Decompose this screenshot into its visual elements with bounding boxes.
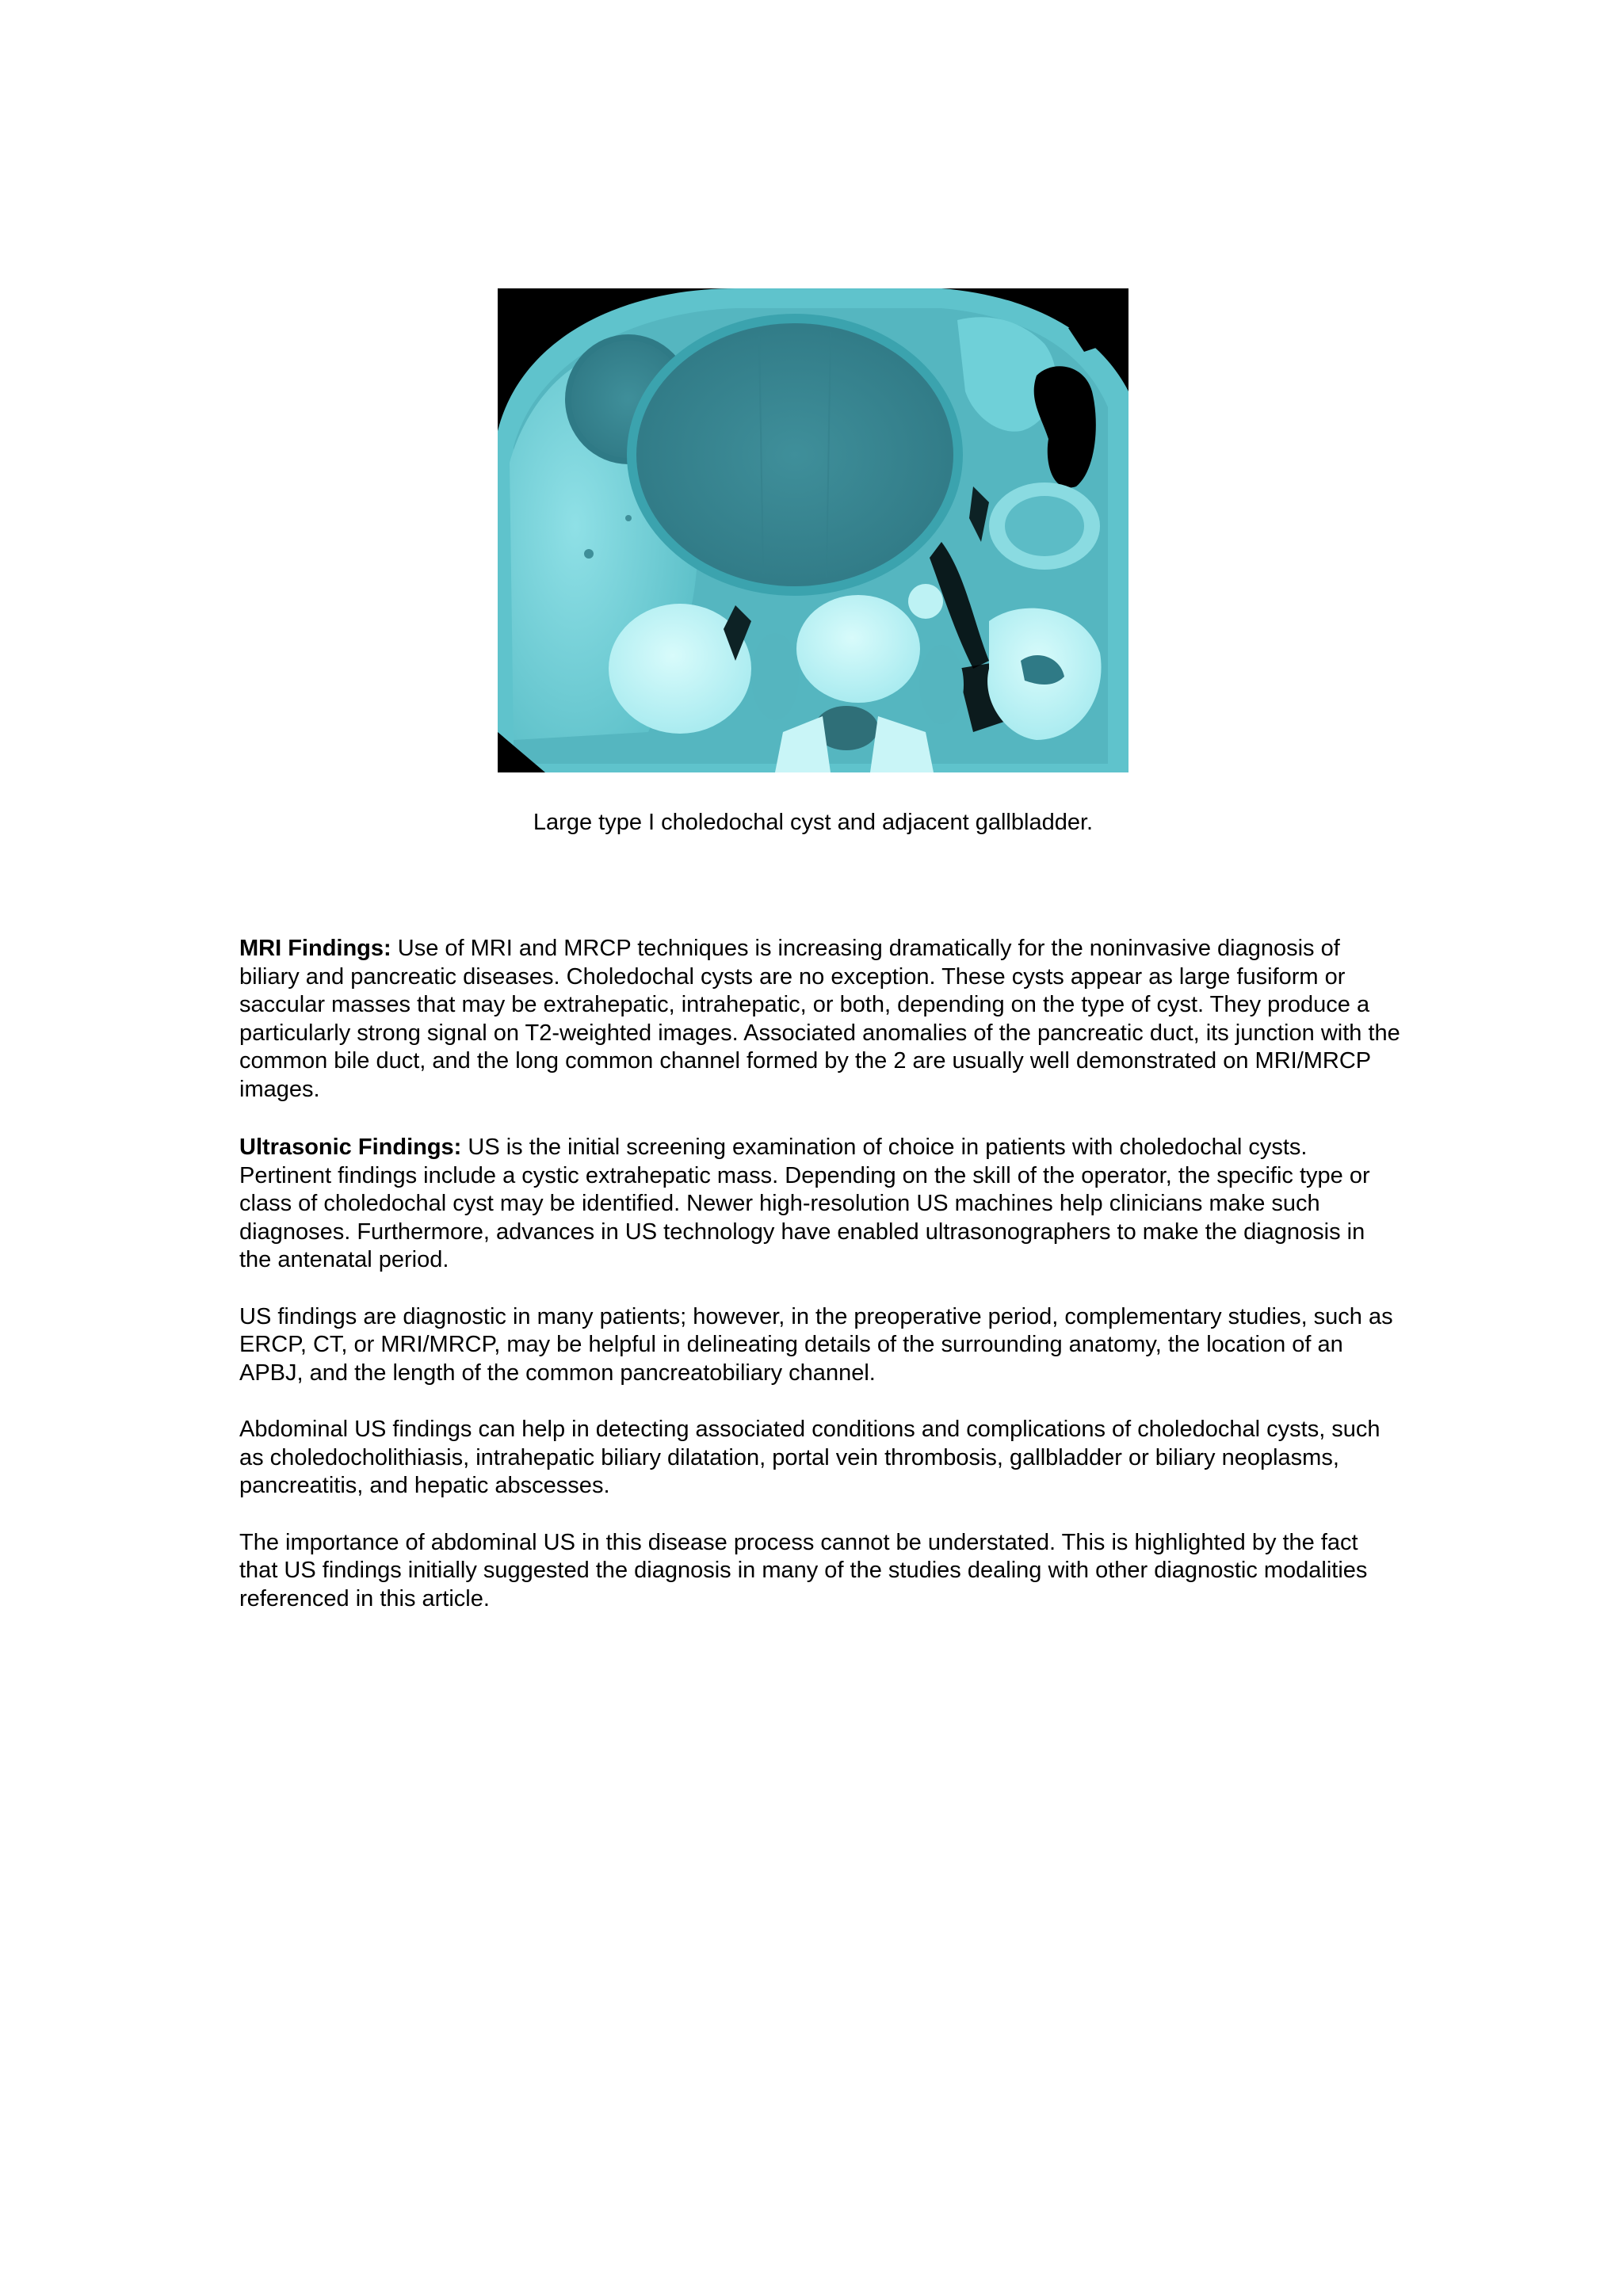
ultrasonic-findings-heading: Ultrasonic Findings: [239, 1135, 462, 1160]
ct-scan-illustration [498, 288, 1128, 772]
article-body [239, 935, 1403, 1642]
us-diagnostic-paragraph: US findings are diagnostic in many patients; however, in the preoperative period, complementary studies, such as ERCP, CT, or MRI/MRCP, may be helpful in delineating details of the surrounding anatomy, the location of an APBJ, and the length of the common pancreatobiliary channel. [239, 1303, 1393, 1386]
importance-paragraph: The importance of abdominal US in this disease process cannot be understated. This is highlighted by the fact that US findings initially suggested the diagnosis in many of the studies dealing with other diagnostic modalities referenced in this article. [239, 1529, 1368, 1611]
mri-findings-heading: MRI Findings: [239, 936, 391, 961]
abdominal-us-paragraph: Abdominal US findings can help in detecting associated conditions and complications of choledochal cysts, such as choledocholithiasis, intrahepatic biliary dilatation, portal vein thrombosis, gallbladder or biliary neoplasms, pancreatitis, and hepatic abscesses. [239, 1417, 1381, 1498]
ct-scan-image [498, 288, 1128, 772]
ultrasonic-findings-text: US is the initial screening examination of choice in patients with choledochal cysts. Pertinent findings include a cystic extrahepatic mass. Depending on the skill of the operator, the specific type or class of choledochal cyst may be identified. Newer high-resolution US machines help clinicians make such diagnoses. Furthermore, advances in US technology have enabled ultrasonographers to make the diagnosis in the antenatal period. [239, 1135, 1370, 1272]
mri-findings-paragraph [239, 935, 1403, 1104]
figure-caption: Large type I choledochal cyst and adjacent gallbladder. [533, 810, 1094, 835]
ultrasonic-findings-paragraph [239, 1134, 1403, 1275]
mri-findings-text: Use of MRI and MRCP techniques is increasing dramatically for the noninvasive diagnosis of biliary and pancreatic diseases. Choledochal cysts are no exception. These cysts appear as large fusiform or saccular masses that may be extrahepatic, intrahepatic, or both, depending on the type of cyst. They produce a particularly strong signal on T2-weighted images. Associated anomalies of the pancreatic duct, its junction with the common bile duct, and the long common channel formed by the 2 are usually well demonstrated on MRI/MRCP images. [239, 936, 1400, 1102]
